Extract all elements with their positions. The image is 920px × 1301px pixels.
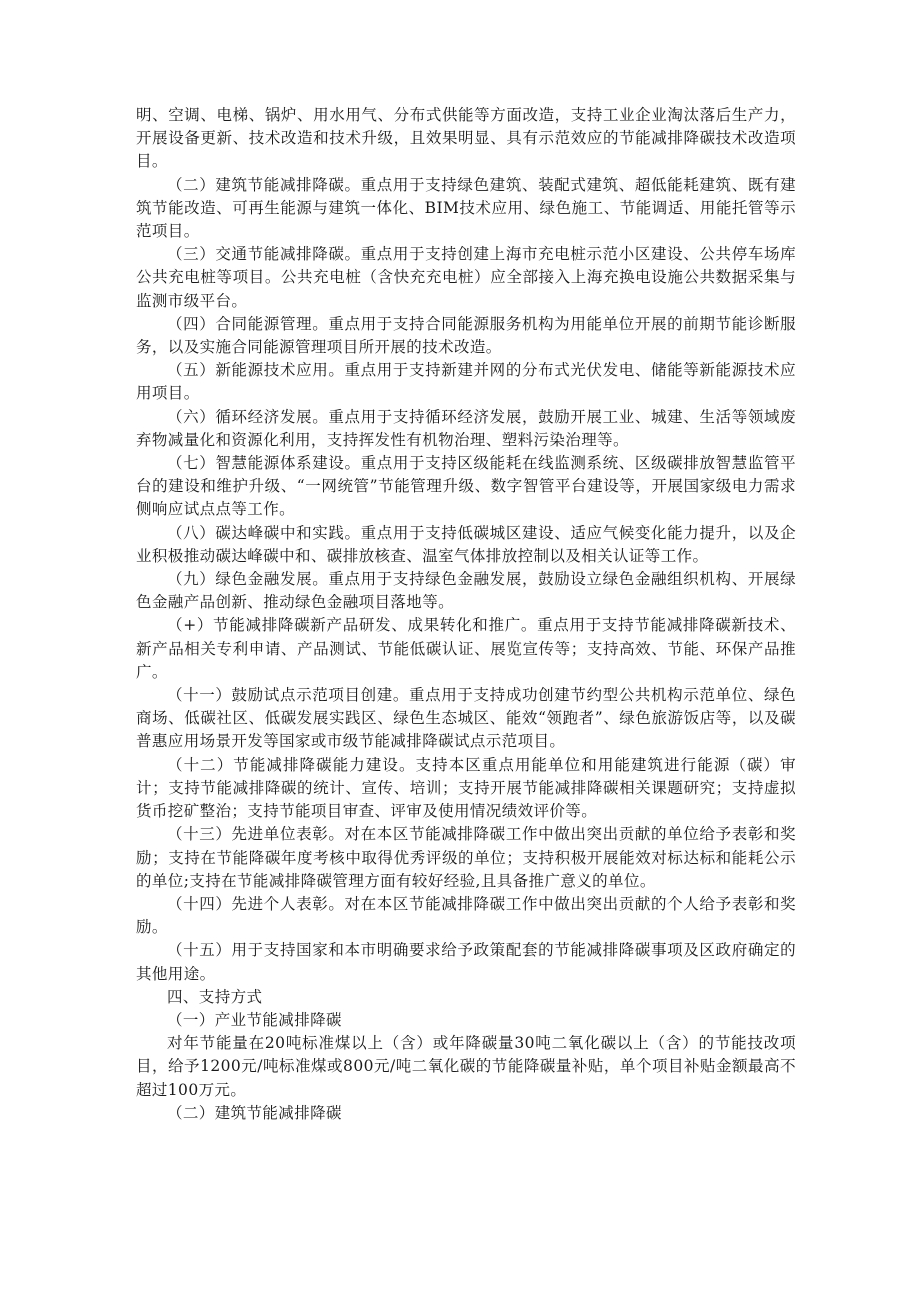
paragraph-capacity-building: （十二）节能减排降碳能力建设。支持本区重点用能单位和用能建筑进行能源（碳）审计；支持节能减排降碳的统计、宣传、培训；支持开展节能减排降碳相关课题研究；支持虚拟货币挖矿整治；支持节能项目审查、评审及使用情况绩效评价等。 [136, 755, 796, 821]
subheading-building: （二）建筑节能减排降碳 [167, 1103, 342, 1122]
paragraph-green-finance: （九）绿色金融发展。重点用于支持绿色金融发展，鼓励设立绿色金融组织机构、开展绿色金融产品创新、推动绿色金融项目落地等。 [136, 570, 796, 612]
paragraph-circular-economy: （六）循环经济发展。重点用于支持循环经济发展，鼓励开展工业、城建、生活等领域废弃物减量化和资源化利用，支持挥发性有机物治理、塑料污染治理等。 [136, 407, 796, 449]
paragraph-industry-subsidy: 对年节能量在20吨标准煤以上（含）或年降碳量30吨二氧化碳以上（含）的节能技改项目，给予1200元/吨标准煤或800元/吨二氧化碳的节能降碳量补贴，单个项目补贴金额最高不超过100万元。 [136, 1034, 796, 1099]
paragraph-other-uses: （十五）用于支持国家和本市明确要求给予政策配套的节能减排降碳事项及区政府确定的其他用途。 [136, 941, 796, 983]
document-body [136, 104, 796, 1125]
paragraph-advanced-individuals: （十四）先进个人表彰。对在本区节能减排降碳工作中做出突出贡献的个人给予表彰和奖励。 [136, 894, 796, 937]
section-heading-support-method: 四、支持方式 [167, 987, 263, 1006]
paragraph-industry-continued: 明、空调、电梯、锅炉、用水用气、分布式供能等方面改造，支持工业企业淘汰落后生产力，开展设备更新、技术改造和技术升级，且效果明显、具有示范效应的节能减排降碳技术改造项目。 [136, 106, 796, 171]
subheading-industry: （一）产业节能减排降碳 [167, 1010, 342, 1029]
paragraph-new-products: （+）节能减排降碳新产品研发、成果转化和推广。重点用于支持节能减排降碳新技术、新产品相关专利申请、产品测试、节能低碳认证、展览宣传等；支持高效、节能、环保产品推广。 [136, 616, 796, 681]
paragraph-carbon-peak: （八）碳达峰碳中和实践。重点用于支持低碳城区建设、适应气候变化能力提升，以及企业积极推动碳达峰碳中和、碳排放核查、温室气体排放控制以及相关认证等工作。 [136, 523, 796, 565]
paragraph-contract-energy: （四）合同能源管理。重点用于支持合同能源服务机构为用能单位开展的前期节能诊断服务，以及实施合同能源管理项目所开展的技术改造。 [136, 314, 796, 357]
paragraph-transport-energy: （三）交通节能减排降碳。重点用于支持创建上海市充电桩示范小区建设、公共停车场库公共充电桩等项目。公共充电桩（含快充充电桩）应全部接入上海充换电设施公共数据采集与监测市级平台。 [136, 245, 796, 310]
paragraph-smart-energy: （七）智慧能源体系建设。重点用于支持区级能耗在线监测系统、区级碳排放智慧监管平台的建设和维护升级、“一网统管”节能管理升级、数字智管平台建设等，开展国家级电力需求侧响应试点点等工作。 [136, 454, 796, 519]
paragraph-building-energy: （二）建筑节能减排降碳。重点用于支持绿色建筑、装配式建筑、超低能耗建筑、既有建筑节能改造、可再生能源与建筑一体化、BIM技术应用、绿色施工、节能调适、用能托管等示范项目。 [136, 175, 796, 241]
paragraph-pilot-projects: （十一）鼓励试点示范项目创建。重点用于支持成功创建节约型公共机构示范单位、绿色商场、低碳社区、低碳发展实践区、绿色生态城区、能效“领跑者”、绿色旅游饭店等，以及碳普惠应用场景开发等国家或市级节能减排降碳试点示范项目。 [136, 686, 796, 751]
paragraph-advanced-units: （十三）先进单位表彰。对在本区节能减排降碳工作中做出突出贡献的单位给予表彰和奖励；支持在节能降碳年度考核中取得优秀评级的单位；支持积极开展能效对标达标和能耗公示的单位;支持在节能减排降碳管理方面有较好经验,且具备推广意义的单位。 [136, 825, 796, 890]
paragraph-new-energy: （五）新能源技术应用。重点用于支持新建并网的分布式光伏发电、储能等新能源技术应用项目。 [136, 361, 796, 403]
